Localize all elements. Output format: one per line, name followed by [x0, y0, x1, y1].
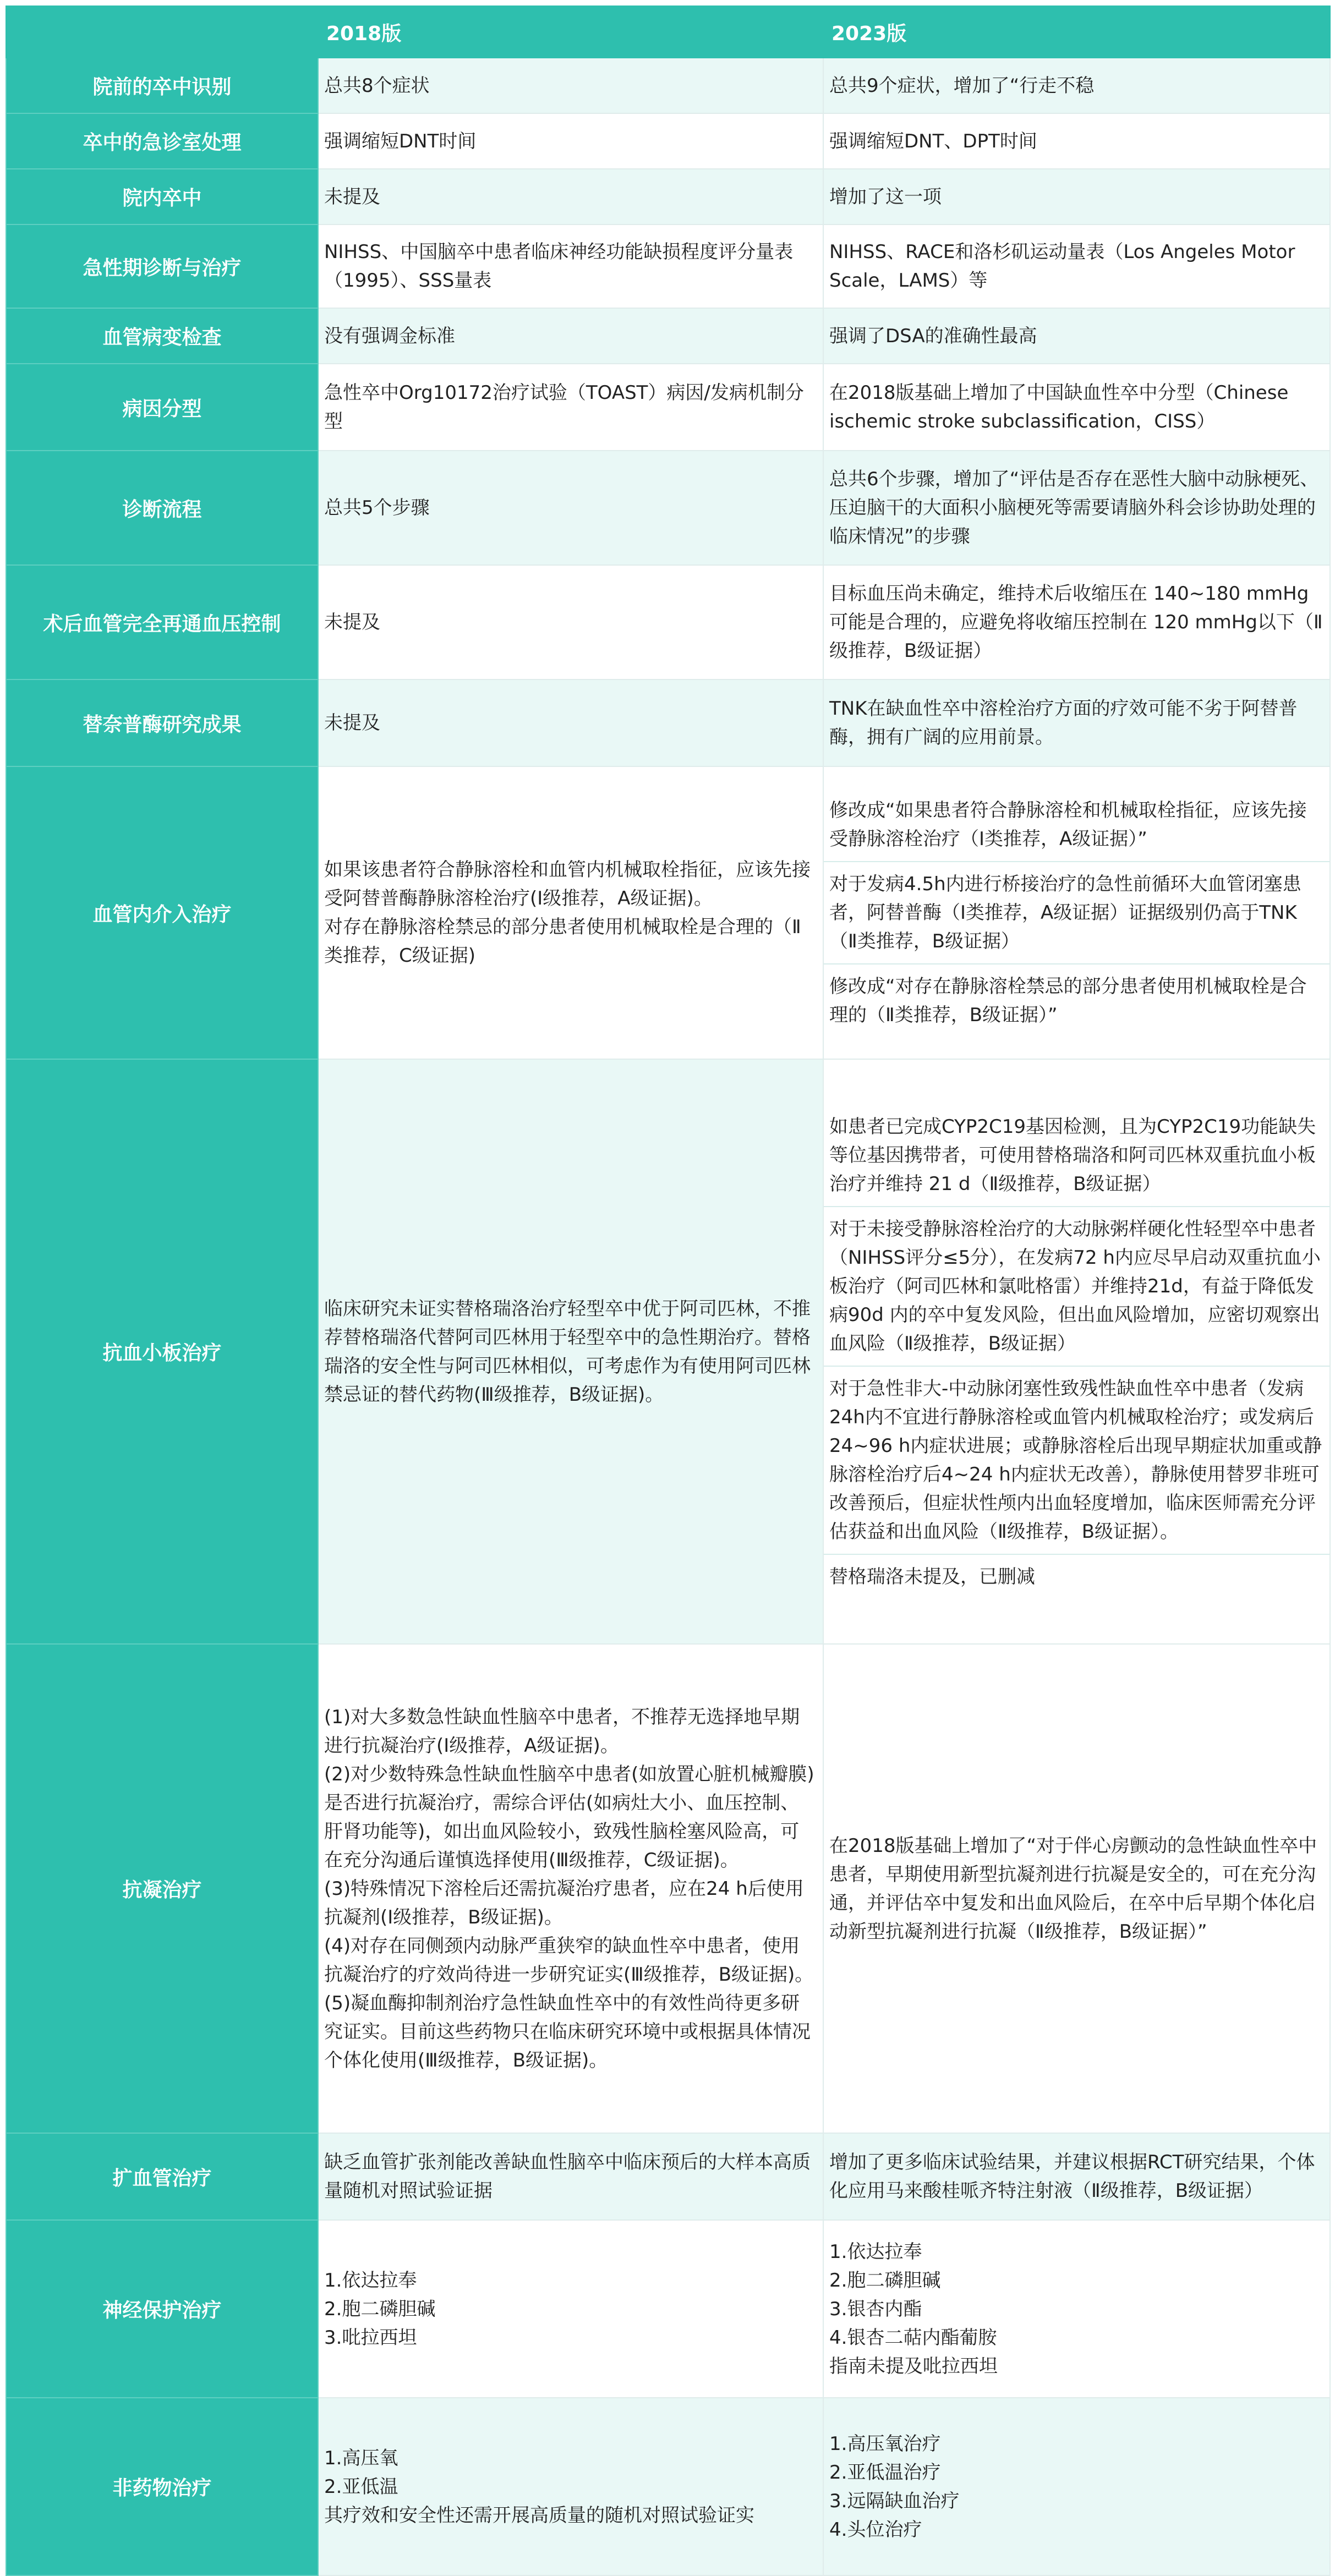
cell-2023: 增加了这一项 [823, 169, 1330, 224]
table-row [6, 113, 1330, 169]
cell-2018: 缺乏血管扩张剂能改善缺血性脑卒中临床预后的大样本高质量随机对照试验证据 [318, 2133, 823, 2220]
cell-2023: 强调了DSA的准确性最高 [823, 308, 1330, 364]
row-category-label: 神经保护治疗 [6, 2220, 318, 2398]
comparison-table-wrapper [6, 6, 1329, 2576]
cell-2023-item: 修改成“对存在静脉溶栓禁忌的部分患者使用机械取栓是合理的（Ⅱ类推荐，B级证据）” [829, 975, 1307, 1026]
cell-2018: 急性卒中Org10172治疗试验（TOAST）病因/发病机制分型 [318, 364, 823, 451]
table-row [6, 169, 1330, 224]
table-row [6, 1644, 1330, 2133]
cell-2023-item: 对于发病4.5h内进行桥接治疗的急性前循环大血管闭塞患者，阿替普酶（Ⅰ类推荐，A级证据）证据级别仍高于TNK（Ⅱ类推荐，B级证据） [824, 862, 1329, 964]
cell-2023: 强调缩短DNT、DPT时间 [823, 113, 1330, 169]
cell-2023: 1.依达拉奉 2.胞二磷胆碱 3.银杏内酯 4.银杏二萜内酯葡胺 指南未提及吡拉西坦 [823, 2220, 1330, 2398]
row-category-label: 病因分型 [6, 364, 318, 451]
table-row [6, 308, 1330, 364]
cell-2018: 没有强调金标准 [318, 308, 823, 364]
row-category-label: 替奈普酶研究成果 [6, 679, 318, 766]
cell-2018: 未提及 [318, 169, 823, 224]
cell-2023: 目标血压尚未确定，维持术后收缩压在 140~180 mmHg 可能是合理的，应避免将收缩压控制在 120 mmHg以下（Ⅱ级推荐，B级证据） [823, 565, 1330, 679]
header-col-category [6, 6, 318, 58]
table-row [6, 58, 1330, 113]
table-row [6, 679, 1330, 766]
cell-2018: 1.依达拉奉 2.胞二磷胆碱 3.吡拉西坦 [318, 2220, 823, 2398]
table-row [6, 364, 1330, 451]
cell-2018: 如果该患者符合静脉溶栓和血管内机械取栓指征，应该先接受阿替普酶静脉溶栓治疗(Ⅰ级推荐，A级证据)。 对存在静脉溶栓禁忌的部分患者使用机械取栓是合理的（Ⅱ类推荐，C级证据) [318, 766, 823, 1059]
row-category-label: 血管病变检查 [6, 308, 318, 364]
row-category-label: 血管内介入治疗 [6, 766, 318, 1059]
cell-2023: TNK在缺血性卒中溶栓治疗方面的疗效可能不劣于阿替普酶，拥有广阔的应用前景。 [823, 679, 1330, 766]
cell-2023-item: 对于未接受静脉溶栓治疗的大动脉粥样硬化性轻型卒中患者（NIHSS评分≤5分），在发病72 h内应尽早启动双重抗血小板治疗（阿司匹林和氯吡格雷）并维持21d，有益于降低发病90d 内的卒中复发风险，但出血风险增加，应密切观察出血风险（Ⅱ级推荐，B级证据） [824, 1207, 1329, 1367]
cell-2023: 增加了更多临床试验结果，并建议根据RCT研究结果，个体化应用马来酸桂哌齐特注射液（Ⅱ级推荐，B级证据） [823, 2133, 1330, 2220]
table-row [6, 2398, 1330, 2575]
cell-2023-item: 如患者已完成CYP2C19基因检测，且为CYP2C19功能缺失等位基因携带者，可使用替格瑞洛和阿司匹林双重抗血小板治疗并维持 21 d（Ⅱ级推荐，B级证据） [824, 1105, 1329, 1207]
cell-2018: 未提及 [318, 565, 823, 679]
cell-2018: (1)对大多数急性缺血性脑卒中患者，不推荐无选择地早期进行抗凝治疗(Ⅰ级推荐，A级证据)。 (2)对少数特殊急性缺血性脑卒中患者(如放置心脏机械瓣膜)是否进行抗凝治疗，需综合评估(如病灶大小、血压控制、肝肾功能等)，如出血风险较小，致残性脑栓塞风险高，可在充分沟通后谨慎选择使用(Ⅲ级推荐，C级证据)。 (3)特殊情况下溶栓后还需抗凝治疗患者，应在24 h后使用抗凝剂(Ⅰ级推荐，B级证据)。 (4)对存在同侧颈内动脉严重狭窄的缺血性卒中患者，使用抗凝治疗的疗效尚待进一步研究证实(Ⅲ级推荐，B级证据)。 (5)凝血酶抑制剂治疗急性缺血性卒中的有效性尚待更多研究证实。目前这些药物只在临床研究环境中或根据具体情况个体化使用(Ⅲ级推荐，B级证据)。 [318, 1644, 823, 2133]
header-row [6, 6, 1330, 58]
cell-2023: 1.高压氧治疗 2.亚低温治疗 3.远隔缺血治疗 4.头位治疗 [823, 2398, 1330, 2575]
row-category-label: 急性期诊断与治疗 [6, 224, 318, 308]
cell-2018: 1.高压氧 2.亚低温 其疗效和安全性还需开展高质量的随机对照试验证实 [318, 2398, 823, 2575]
table-row [6, 2133, 1330, 2220]
cell-2023-item: 替格瑞洛未提及，已删减 [829, 1565, 1035, 1588]
table-row [6, 2220, 1330, 2398]
cell-2023: NIHSS、RACE和洛杉矶运动量表（Los Angeles Motor Scale，LAMS）等 [823, 224, 1330, 308]
row-category-label: 非药物治疗 [6, 2398, 318, 2575]
cell-2018: 总共5个步骤 [318, 451, 823, 565]
row-category-label: 卒中的急诊室处理 [6, 113, 318, 169]
table-row [6, 1059, 1330, 1644]
cell-2018: 总共8个症状 [318, 58, 823, 113]
table-row [6, 766, 1330, 1059]
cell-2018: 强调缩短DNT时间 [318, 113, 823, 169]
cell-2023-item: 修改成“如果患者符合静脉溶栓和机械取栓指征，应该先接受静脉溶栓治疗（Ⅰ类推荐，A级证据）” [824, 788, 1329, 862]
cell-2023: 在2018版基础上增加了“对于伴心房颤动的急性缺血性卒中患者，早期使用新型抗凝剂进行抗凝是安全的，可在充分沟通，并评估卒中复发和出血风险后，在卒中后早期个体化启动新型抗凝剂进行抗凝（Ⅱ级推荐，B级证据）” [823, 1644, 1330, 2133]
row-category-label: 抗血小板治疗 [6, 1059, 318, 1644]
row-category-label: 诊断流程 [6, 451, 318, 565]
cell-2023-item: 对于急性非大-中动脉闭塞性致残性缺血性卒中患者（发病24h内不宜进行静脉溶栓或血管内机械取栓治疗；或发病后 24~96 h内症状进展；或静脉溶栓后出现早期症状加重或静脉溶栓治疗后4~24 h内症状无改善），静脉使用替罗非班可改善预后，但症状性颅内出血轻度增加，临床医师需充分评估获益和出血风险（Ⅱ级推荐，B级证据）。 [824, 1367, 1329, 1555]
table-row [6, 224, 1330, 308]
table-row [6, 451, 1330, 565]
cell-2023: 总共6个步骤，增加了“评估是否存在恶性大脑中动脉梗死、压迫脑干的大面积小脑梗死等需要请脑外科会诊协助处理的临床情况”的步骤 [823, 451, 1330, 565]
header-col-2023: 2023版 [823, 6, 1330, 58]
table-row [6, 565, 1330, 679]
cell-2018: 临床研究未证实替格瑞洛治疗轻型卒中优于阿司匹林，不推荐替格瑞洛代替阿司匹林用于轻型卒中的急性期治疗。替格瑞洛的安全性与阿司匹林相似，可考虑作为有使用阿司匹林禁忌证的替代药物(Ⅲ级推荐，B级证据)。 [318, 1059, 823, 1644]
cell-2018: 未提及 [318, 679, 823, 766]
cell-2023: 在2018版基础上增加了中国缺血性卒中分型（Chinese ischemic stroke subclassification，CISS） [823, 364, 1330, 451]
cell-2023 [823, 766, 1330, 1059]
cell-2023: 总共9个症状，增加了“行走不稳 [823, 58, 1330, 113]
row-category-label: 院前的卒中识别 [6, 58, 318, 113]
table-body [6, 58, 1330, 2575]
row-category-label: 院内卒中 [6, 169, 318, 224]
header-col-2018: 2018版 [318, 6, 823, 58]
guideline-comparison-table [6, 6, 1331, 2576]
row-category-label: 扩血管治疗 [6, 2133, 318, 2220]
row-category-label: 术后血管完全再通血压控制 [6, 565, 318, 679]
row-category-label: 抗凝治疗 [6, 1644, 318, 2133]
cell-2023 [823, 1059, 1330, 1644]
cell-2018: NIHSS、中国脑卒中患者临床神经功能缺损程度评分量表（1995）、SSS量表 [318, 224, 823, 308]
